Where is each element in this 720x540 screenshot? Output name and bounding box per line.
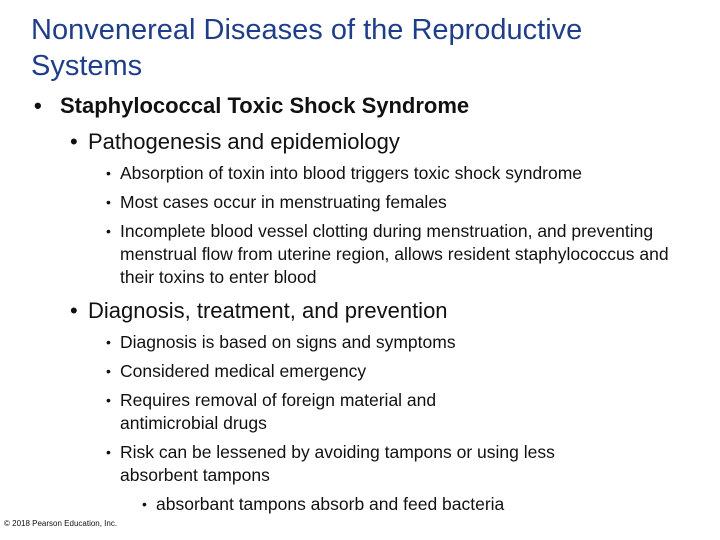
list-subitem-text: absorbant tampons absorb and feed bacteria (156, 494, 505, 514)
bullet-dot-icon: • (106, 444, 111, 460)
list-item (106, 220, 676, 289)
bullet-dot-icon: • (142, 496, 147, 512)
bullet-dot-icon: • (106, 165, 111, 181)
bullet-level1 (34, 92, 469, 120)
bullet-dot-icon: • (106, 223, 111, 239)
list-item-text: Most cases occur in menstruating females (120, 192, 447, 212)
section-heading-pathogenesis (70, 128, 400, 156)
bullet-dot-icon: • (106, 194, 111, 210)
list-item (106, 162, 676, 185)
bullet-dot-icon: • (34, 93, 42, 118)
section-heading-diagnosis (70, 297, 448, 325)
list-item (106, 389, 500, 435)
bullet-dot-icon: • (70, 298, 78, 323)
list-item-text: Considered medical emergency (120, 361, 367, 381)
list-item-text: Risk can be lessened by avoiding tampons or using less absorbent tampons (120, 442, 555, 485)
section-heading-text: Diagnosis, treatment, and prevention (88, 298, 448, 323)
list-item (106, 441, 630, 487)
bullet-text: Staphylococcal Toxic Shock Syndrome (60, 93, 470, 118)
list-item (106, 191, 676, 214)
bullet-dot-icon: • (70, 129, 78, 154)
list-subitem (142, 493, 504, 516)
copyright-footer: © 2018 Pearson Education, Inc. (4, 519, 118, 528)
list-item (106, 331, 646, 354)
bullet-dot-icon: • (106, 363, 111, 379)
section-heading-text: Pathogenesis and epidemiology (88, 129, 400, 154)
list-item-text: Diagnosis is based on signs and symptoms (120, 332, 456, 352)
bullet-dot-icon: • (106, 334, 111, 350)
list-item (106, 360, 646, 383)
bullet-dot-icon: • (106, 392, 111, 408)
list-item-text: Incomplete blood vessel clotting during menstruation, and preventing menstrual flow from uterine region, allows resident staphylococcus and their toxins to enter blood (120, 221, 669, 287)
list-item-text: Absorption of toxin into blood triggers toxic shock syndrome (120, 163, 583, 183)
list-item-text: Requires removal of foreign material and antimicrobial drugs (120, 390, 437, 433)
slide-title: Nonvenereal Diseases of the Reproductive Systems (31, 14, 583, 82)
